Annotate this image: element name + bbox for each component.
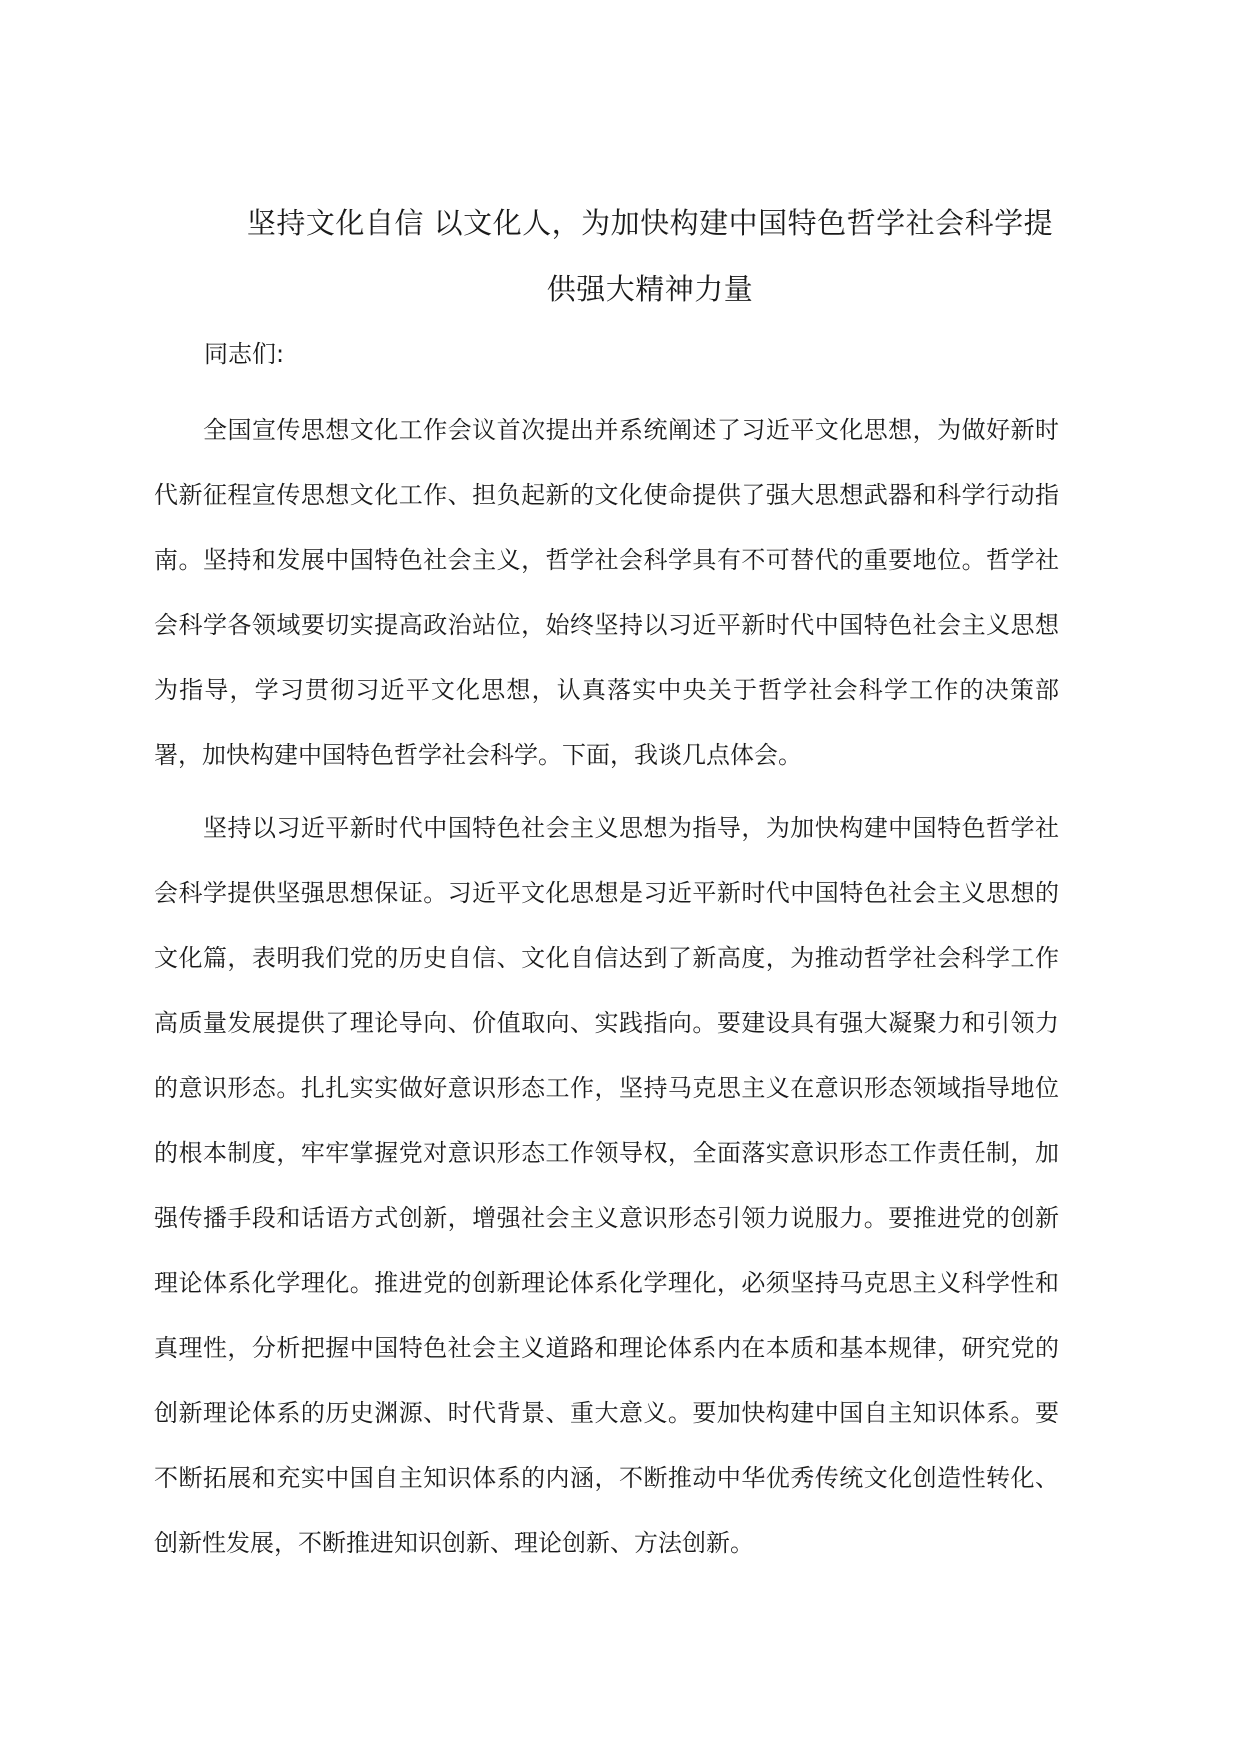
body-paragraph: 坚持以习近平新时代中国特色社会主义思想为指导，为加快构建中国特色哲学社会科学提供坚强思想保证。习近平文化思想是习近平新时代中国特色社会主义思想的文化篇，表明我们党的历史自信、文化自信达到了新高度，为推动哲学社会科学工作高质量发展提供了理论导向、价值取向、实践指向。要建设具有强大凝聚力和引领力的意识形态。扎扎实实做好意识形态工作，坚持马克思主义在意识形态领域指导地位的根本制度，牢牢掌握党对意识形态工作领导权，全面落实意识形态工作责任制，加强传播手段和话语方式创新，增强社会主义意识形态引领力说服力。要推进党的创新理论体系化学理化。推进党的创新理论体系化学理化，必须坚持马克思主义科学性和真理性，分析把握中国特色社会主义道路和理论体系内在本质和基本规律，研究党的创新理论体系的历史渊源、时代背景、重大意义。要加快构建中国自主知识体系。要不断拓展和充实中国自主知识体系的内涵，不断推动中华优秀传统文化创造性转化、创新性发展，不断推进知识创新、理论创新、方法创新。: [154, 814, 1059, 1557]
title-line-1: 坚持文化自信 以文化人，为加快构建中国特色哲学社会科学提: [246, 206, 1054, 240]
salutation: 同志们:: [204, 340, 285, 368]
title-line-2: 供强大精神力量: [546, 272, 754, 306]
body-paragraph: 全国宣传思想文化工作会议首次提出并系统阐述了习近平文化思想，为做好新时代新征程宣传思想文化工作、担负起新的文化使命提供了强大思想武器和科学行动指南。坚持和发展中国特色社会主义，哲学社会科学具有不可替代的重要地位。哲学社会科学各领域要切实提高政治站位，始终坚持以习近平新时代中国特色社会主义思想为指导，学习贯彻习近平文化思想，认真落实中央关于哲学社会科学工作的决策部署，加快构建中国特色哲学社会科学。下面，我谈几点体会。: [154, 416, 1059, 769]
document-title: [214, 190, 1086, 322]
